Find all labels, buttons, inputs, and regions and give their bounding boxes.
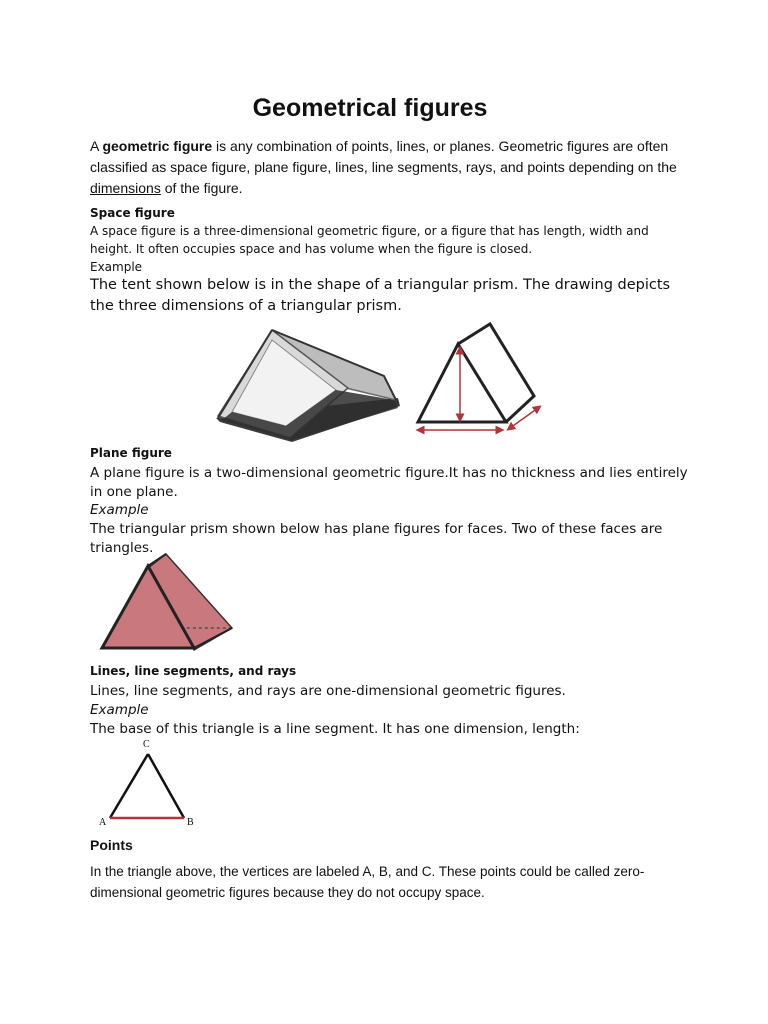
page-title: Geometrical figures: [252, 94, 488, 122]
space-figure-definition: A space figure is a three-dimensional geometric figure, or a figure that has length, width and height. It often occupies space and has volume when the figure is closed.: [90, 224, 649, 256]
vertex-label-a: A: [99, 817, 107, 828]
vertex-label-b: B: [187, 817, 194, 828]
shaded-prism: [94, 550, 240, 654]
depth-arrow: [510, 408, 538, 428]
intro-paragraph: [90, 136, 680, 199]
dimensions-link[interactable]: dimensions: [90, 180, 161, 196]
space-example-label: Example: [90, 260, 143, 274]
intro-term: geometric figure: [102, 138, 213, 154]
lines-heading: Lines, line segments, and rays: [90, 664, 297, 678]
space-figure-heading: Space figure: [90, 206, 175, 220]
vertex-label-c: C: [143, 739, 150, 750]
side-bc: [148, 754, 184, 818]
prism-front-triangle: [418, 344, 506, 422]
intro-suffix: of the figure.: [160, 180, 243, 196]
lines-example-text: The base of this triangle is a line segment. It has one dimension, length:: [90, 721, 580, 737]
plane-figure-heading: Plane figure: [90, 446, 172, 460]
plane-figure-definition: A plane figure is a two-dimensional geometric figure.It has no thickness and lies entirely in one plane.: [90, 465, 688, 500]
plane-example-label: Example: [90, 502, 149, 518]
intro-prefix: A: [90, 138, 103, 154]
lines-example-label: Example: [90, 702, 149, 718]
side-ac: [110, 754, 148, 818]
points-text: In the triangle above, the vertices are labeled A, B, and C. These points could be called zero-dimensional geometric figures because they do not occupy space.: [90, 864, 645, 900]
tent-illustration: [208, 326, 408, 444]
prism-dimension-drawing: [412, 318, 548, 436]
lines-definition: Lines, line segments, and rays are one-dimensional geometric figures.: [90, 683, 566, 699]
plane-example-text: The triangular prism shown below has plane figures for faces. Two of these faces are triangles.: [90, 521, 663, 556]
points-heading: Points: [90, 837, 133, 853]
space-example-text: The tent shown below is in the shape of a triangular prism. The drawing depicts the three dimensions of a triangular prism.: [90, 277, 671, 314]
intro-middle: is any combination of points, lines, or planes. Geometric figures are often classified as space figure, plane figure, lines, line segments, rays, and points depending on the: [90, 138, 677, 175]
